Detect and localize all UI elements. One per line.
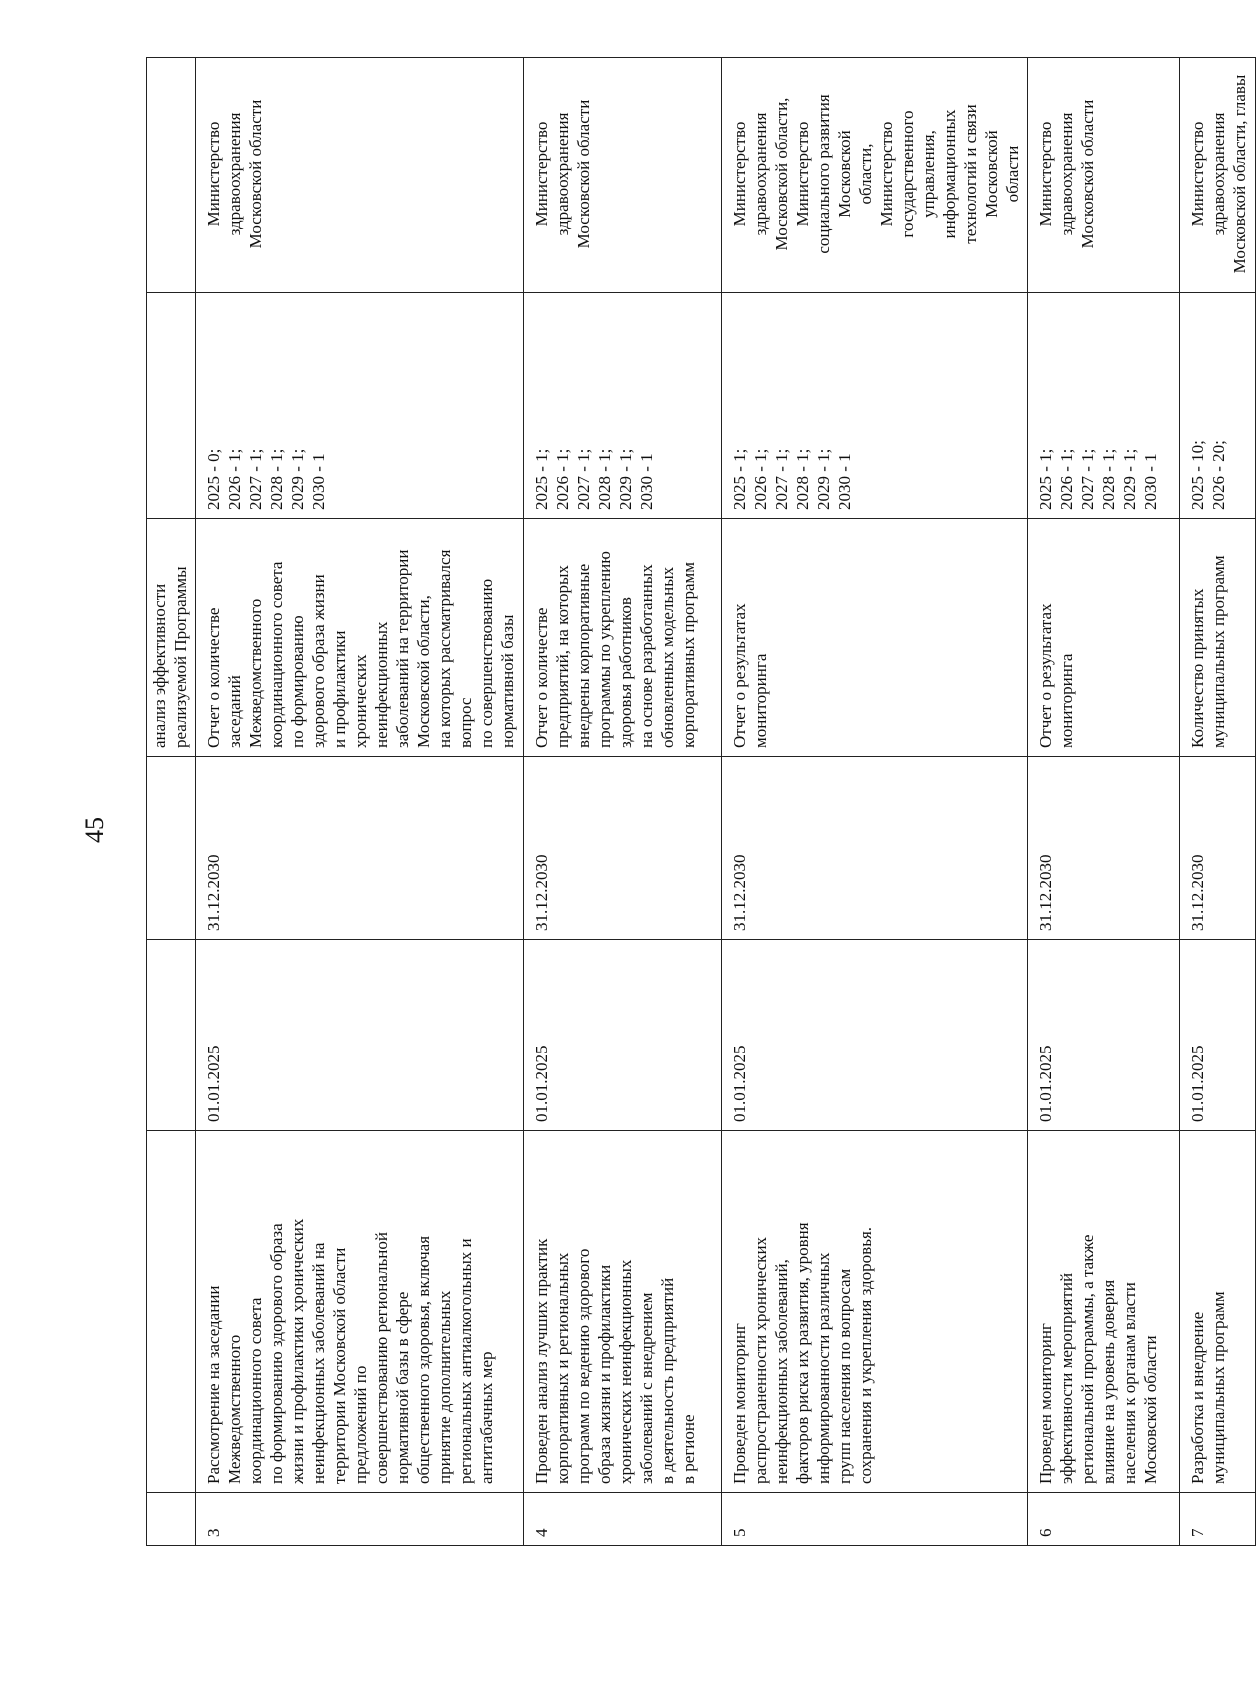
yearly-values: 2025 - 0; 2026 - 1; 2027 - 1; 2028 - 1; 2029 - 1; 2030 - 1	[196, 293, 524, 519]
responsible-executor: Министерство здравоохранения Московской области, Министерство социального развития Московской области, Министерство государственного управления, информационных технологий и связи Московской области	[722, 58, 1028, 293]
responsible-executor: Министерство здравоохранения Московской области	[1028, 58, 1180, 293]
event-description: Проведен анализ лучших практик корпоративных и региональных программ по ведению здорового образа жизни и профилактики хронических неинфекционных заболеваний с внедрением в деятельность предприятий в регионе	[524, 1131, 722, 1493]
cell-start	[147, 940, 196, 1131]
cell-indicator: анализ эффективности реализуемой Программы	[147, 519, 196, 757]
cell-event	[147, 1131, 196, 1493]
event-description: Рассмотрение на заседании Межведомственного координационного совета по формированию здорового образа жизни и профилактики хронических неинфекционных заболеваний на территории Московской области предложений по совершенствованию региональной нормативной базы в сфере общественного здоровья, включая принятие дополнительных региональных антиалкогольных и антитабачных мер	[196, 1131, 524, 1493]
table-row	[722, 58, 1028, 1546]
result-indicator: Отчет о результатах мониторинга	[1028, 519, 1180, 757]
result-indicator: Отчет о количестве заседаний Межведомственного координационного совета по формированию здорового образа жизни и профилактики хронических неинфекционных заболеваний на территории Московской области, на которых рассматривался вопрос по совершенствованию нормативной базы	[196, 519, 524, 757]
yearly-values: 2025 - 1; 2026 - 1; 2027 - 1; 2028 - 1; 2029 - 1; 2030 - 1	[1028, 293, 1180, 519]
table-row	[524, 58, 722, 1546]
row-number: 4	[524, 1493, 722, 1546]
yearly-values: 2025 - 1; 2026 - 1; 2027 - 1; 2028 - 1; 2029 - 1; 2030 - 1	[524, 293, 722, 519]
event-description: Проведен мониторинг эффективности мероприятий региональной программы, а также влияние на уровень доверия населения к органам власти Московской области	[1028, 1131, 1180, 1493]
end-date: 31.12.2030	[524, 757, 722, 940]
row-number: 6	[1028, 1493, 1180, 1546]
table-row	[196, 58, 524, 1546]
row-number: 3	[196, 1493, 524, 1546]
table-row	[1180, 58, 1256, 1546]
result-indicator: Отчет о результатах мониторинга	[722, 519, 1028, 757]
end-date: 31.12.2030	[1180, 757, 1256, 940]
table-row-header-continuation	[147, 58, 196, 1546]
page-number: 45	[80, 817, 109, 843]
result-indicator: Количество принятых муниципальных программ	[1180, 519, 1256, 757]
cell-end	[147, 757, 196, 940]
event-description: Проведен мониторинг распространенности хронических неинфекционных заболеваний, факторов риска их развития, уровня информированности различных групп населения по вопросам сохранения и укрепления здоровья.	[722, 1131, 1028, 1493]
cell-values	[147, 293, 196, 519]
start-date: 01.01.2025	[1028, 940, 1180, 1131]
result-indicator: Отчет о количестве предприятий, на которых внедрены корпоративные программы по укреплению здоровья работников на основе разработанных обновленных модельных корпоративных программ	[524, 519, 722, 757]
start-date: 01.01.2025	[196, 940, 524, 1131]
responsible-executor: Министерство здравоохранения Московской области, главы	[1180, 58, 1256, 293]
measures-table	[146, 57, 1256, 1546]
start-date: 01.01.2025	[1180, 940, 1256, 1131]
table-row	[1028, 58, 1180, 1546]
yearly-values: 2025 - 1; 2026 - 1; 2027 - 1; 2028 - 1; 2029 - 1; 2030 - 1	[722, 293, 1028, 519]
end-date: 31.12.2030	[1028, 757, 1180, 940]
yearly-values: 2025 - 10; 2026 - 20;	[1180, 293, 1256, 519]
end-date: 31.12.2030	[722, 757, 1028, 940]
document-table-container	[146, 58, 1249, 1546]
start-date: 01.01.2025	[722, 940, 1028, 1131]
row-number: 7	[1180, 1493, 1256, 1546]
responsible-executor: Министерство здравоохранения Московской области	[196, 58, 524, 293]
start-date: 01.01.2025	[524, 940, 722, 1131]
row-number: 5	[722, 1493, 1028, 1546]
cell-responsible	[147, 58, 196, 293]
event-description: Разработка и внедрение муниципальных программ	[1180, 1131, 1256, 1493]
responsible-executor: Министерство здравоохранения Московской области	[524, 58, 722, 293]
cell-num	[147, 1493, 196, 1546]
end-date: 31.12.2030	[196, 757, 524, 940]
